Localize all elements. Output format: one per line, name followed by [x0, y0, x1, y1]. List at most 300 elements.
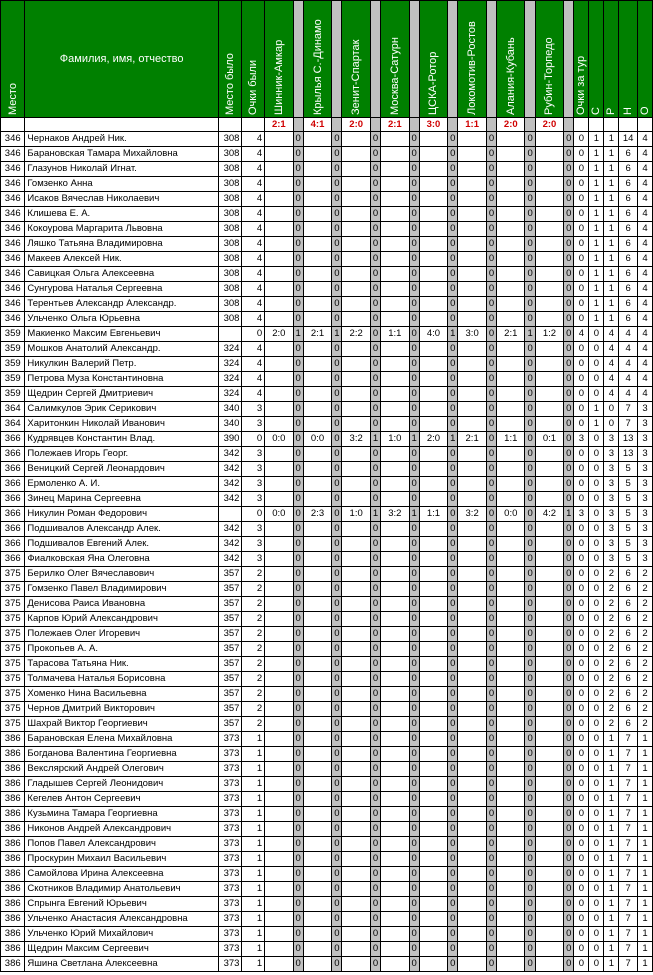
forecast-points-cell: 1	[448, 432, 458, 447]
place-before-cell: 308	[218, 192, 242, 207]
forecast-cell	[497, 522, 525, 537]
forecast-cell	[381, 732, 409, 747]
forecast-points-cell: 0	[409, 357, 419, 372]
forecast-points-cell: 0	[564, 357, 574, 372]
results-blank	[218, 118, 242, 132]
forecast-cell	[265, 282, 293, 297]
table-row	[1, 252, 653, 267]
forecast-cell	[419, 222, 447, 237]
forecast-points-cell: 0	[564, 612, 574, 627]
forecast-points-cell: 0	[448, 672, 458, 687]
forecast-points-cell: 0	[486, 957, 496, 972]
forecast-cell	[303, 147, 331, 162]
forecast-points-cell: 0	[370, 882, 380, 897]
table-row	[1, 237, 653, 252]
forecast-points-cell: 0	[448, 657, 458, 672]
forecast-points-cell: 0	[486, 417, 496, 432]
forecast-points-cell: 0	[486, 852, 496, 867]
stat-cell: 0	[574, 732, 589, 747]
stat-cell: 0	[574, 282, 589, 297]
forecast-cell	[265, 132, 293, 147]
forecast-points-cell: 0	[448, 852, 458, 867]
stat-cell: 6	[619, 627, 638, 642]
forecast-cell	[265, 822, 293, 837]
points-before-cell: 1	[242, 732, 265, 747]
forecast-cell	[535, 447, 563, 462]
forecast-points-cell: 0	[486, 642, 496, 657]
forecast-cell	[342, 867, 370, 882]
name-cell: Харитонкин Николай Иванович	[25, 417, 218, 432]
stat-cell: 5	[619, 492, 638, 507]
forecast-points-cell: 0	[486, 147, 496, 162]
stat-cell: 0	[574, 342, 589, 357]
forecast-points-cell: 0	[293, 522, 303, 537]
forecast-points-cell: 0	[370, 612, 380, 627]
forecast-points-cell: 0	[293, 627, 303, 642]
forecast-cell: 2:1	[303, 327, 331, 342]
stat-cell: 1	[604, 267, 619, 282]
forecast-points-cell: 0	[564, 267, 574, 282]
forecast-cell	[497, 612, 525, 627]
forecast-cell	[497, 822, 525, 837]
stat-cell: 4	[637, 222, 652, 237]
stat-cell: 7	[619, 417, 638, 432]
forecast-cell	[381, 192, 409, 207]
forecast-cell	[497, 747, 525, 762]
place-before-cell: 342	[218, 522, 242, 537]
forecast-cell	[535, 807, 563, 822]
place-before-cell: 373	[218, 792, 242, 807]
place-before-cell: 373	[218, 822, 242, 837]
stat-cell: 6	[619, 147, 638, 162]
forecast-points-cell: 0	[409, 177, 419, 192]
stat-cell: 0	[589, 612, 604, 627]
points-before-cell: 3	[242, 522, 265, 537]
forecast-points-cell: 0	[293, 447, 303, 462]
forecast-cell	[303, 732, 331, 747]
forecast-points-cell: 0	[293, 192, 303, 207]
place-before-cell: 373	[218, 897, 242, 912]
stat-cell: 1	[604, 867, 619, 882]
forecast-points-cell: 0	[525, 927, 535, 942]
forecast-cell	[265, 372, 293, 387]
forecast-cell	[265, 672, 293, 687]
forecast-cell	[419, 477, 447, 492]
table-row	[1, 837, 653, 852]
stat-cell: 0	[574, 207, 589, 222]
forecast-points-cell: 0	[486, 732, 496, 747]
forecast-points-cell: 0	[293, 537, 303, 552]
forecast-points-cell: 1	[370, 507, 380, 522]
forecast-cell	[535, 957, 563, 972]
header-points-round: Очки за тур	[574, 1, 589, 118]
forecast-cell	[303, 762, 331, 777]
forecast-points-cell: 0	[525, 597, 535, 612]
place-cell: 386	[1, 897, 25, 912]
forecast-points-cell: 0	[332, 942, 342, 957]
stat-cell: 0	[574, 852, 589, 867]
stat-cell: 6	[619, 672, 638, 687]
table-row	[1, 162, 653, 177]
forecast-points-cell: 0	[486, 567, 496, 582]
forecast-cell	[419, 162, 447, 177]
forecast-cell: 4:2	[535, 507, 563, 522]
forecast-points-cell: 0	[525, 897, 535, 912]
stat-cell: 0	[574, 372, 589, 387]
name-cell: Гомзенко Анна	[25, 177, 218, 192]
forecast-points-cell: 0	[409, 882, 419, 897]
forecast-cell	[381, 762, 409, 777]
forecast-cell	[303, 747, 331, 762]
forecast-cell	[303, 537, 331, 552]
forecast-cell	[535, 417, 563, 432]
forecast-cell	[458, 882, 486, 897]
forecast-cell	[381, 222, 409, 237]
table-row	[1, 927, 653, 942]
forecast-cell	[497, 762, 525, 777]
forecast-points-cell: 0	[564, 417, 574, 432]
stat-cell: 4	[604, 342, 619, 357]
stat-cell: 13	[619, 432, 638, 447]
place-before-cell: 308	[218, 177, 242, 192]
forecast-cell	[535, 597, 563, 612]
forecast-points-cell: 0	[332, 207, 342, 222]
forecast-points-cell: 0	[409, 942, 419, 957]
points-before-cell: 1	[242, 792, 265, 807]
forecast-cell	[303, 807, 331, 822]
forecast-points-cell: 0	[409, 147, 419, 162]
forecast-cell	[419, 492, 447, 507]
stat-cell: 3	[637, 522, 652, 537]
forecast-cell	[265, 762, 293, 777]
forecast-points-cell: 0	[486, 327, 496, 342]
forecast-points-cell: 0	[332, 717, 342, 732]
forecast-cell	[381, 147, 409, 162]
place-before-cell: 308	[218, 282, 242, 297]
participant-rows	[1, 132, 653, 972]
forecast-cell	[535, 687, 563, 702]
points-before-cell: 2	[242, 612, 265, 627]
name-cell: Прокопьев А. А.	[25, 642, 218, 657]
forecast-cell	[458, 717, 486, 732]
forecast-cell	[265, 912, 293, 927]
stat-cell: 3	[604, 552, 619, 567]
stat-cell: 0	[574, 777, 589, 792]
place-cell: 346	[1, 147, 25, 162]
forecast-points-cell: 0	[370, 837, 380, 852]
forecast-points-cell: 0	[448, 477, 458, 492]
forecast-cell	[265, 612, 293, 627]
forecast-cell: 4:0	[419, 327, 447, 342]
place-before-cell: 342	[218, 492, 242, 507]
header-match-1: Шинник-Амкар	[265, 1, 293, 118]
stat-cell: 1	[637, 867, 652, 882]
forecast-points-cell: 0	[332, 792, 342, 807]
place-cell: 386	[1, 732, 25, 747]
forecast-points-cell: 0	[564, 207, 574, 222]
stat-cell: 0	[574, 612, 589, 627]
forecast-cell	[458, 657, 486, 672]
stat-cell: 0	[589, 552, 604, 567]
place-before-cell: 308	[218, 312, 242, 327]
forecast-points-cell: 0	[448, 402, 458, 417]
header-n: Н	[619, 1, 638, 118]
forecast-cell	[497, 627, 525, 642]
stat-cell: 7	[619, 897, 638, 912]
forecast-cell	[265, 867, 293, 882]
stat-cell: 3	[604, 522, 619, 537]
stat-cell: 0	[604, 402, 619, 417]
name-cell: Тарасова Татьяна Ник.	[25, 657, 218, 672]
forecast-points-cell: 0	[293, 852, 303, 867]
forecast-points-cell: 0	[293, 882, 303, 897]
place-before-cell: 390	[218, 432, 242, 447]
header-match-6: Локомотив-Ростов	[458, 1, 486, 118]
forecast-points-cell: 0	[564, 252, 574, 267]
forecast-points-cell: 0	[448, 687, 458, 702]
forecast-points-cell: 0	[409, 537, 419, 552]
forecast-cell	[342, 522, 370, 537]
points-before-cell: 1	[242, 777, 265, 792]
forecast-points-cell: 0	[332, 912, 342, 927]
forecast-points-cell: 0	[332, 927, 342, 942]
stat-cell: 0	[589, 747, 604, 762]
forecast-points-cell: 0	[332, 552, 342, 567]
stat-cell: 7	[619, 777, 638, 792]
forecast-points-cell: 0	[448, 702, 458, 717]
stat-cell: 7	[619, 732, 638, 747]
header-gray-7	[525, 1, 535, 118]
forecast-points-cell: 0	[564, 222, 574, 237]
forecast-cell	[419, 627, 447, 642]
forecast-points-cell: 0	[564, 777, 574, 792]
forecast-points-cell: 0	[486, 252, 496, 267]
forecast-cell	[419, 762, 447, 777]
forecast-cell	[535, 912, 563, 927]
forecast-cell	[342, 882, 370, 897]
forecast-cell	[458, 162, 486, 177]
forecast-points-cell: 0	[448, 252, 458, 267]
stat-cell: 4	[637, 147, 652, 162]
forecast-points-cell: 0	[409, 222, 419, 237]
forecast-points-cell: 0	[332, 807, 342, 822]
forecast-points-cell: 0	[486, 717, 496, 732]
forecast-cell	[265, 537, 293, 552]
stat-cell: 0	[589, 777, 604, 792]
forecast-cell	[265, 837, 293, 852]
place-cell: 346	[1, 192, 25, 207]
forecast-cell	[342, 642, 370, 657]
forecast-cell	[342, 417, 370, 432]
forecast-cell: 3:2	[458, 507, 486, 522]
place-before-cell: 373	[218, 807, 242, 822]
forecast-cell	[497, 477, 525, 492]
forecast-points-cell: 0	[486, 552, 496, 567]
forecast-cell	[458, 462, 486, 477]
forecast-points-cell: 0	[332, 732, 342, 747]
forecast-points-cell: 0	[293, 147, 303, 162]
place-before-cell	[218, 327, 242, 342]
points-before-cell: 2	[242, 582, 265, 597]
table-row	[1, 612, 653, 627]
stat-cell: 4	[604, 372, 619, 387]
name-cell: Ульченко Юрий Михайлович	[25, 927, 218, 942]
forecast-points-cell: 0	[525, 747, 535, 762]
place-cell: 346	[1, 222, 25, 237]
forecast-points-cell: 0	[332, 372, 342, 387]
forecast-cell: 0:1	[535, 432, 563, 447]
forecast-points-cell: 0	[370, 147, 380, 162]
forecast-points-cell: 0	[486, 372, 496, 387]
forecast-points-cell: 0	[564, 282, 574, 297]
name-cell: Скотников Владимир Анатольевич	[25, 882, 218, 897]
match-result: 2:0	[497, 118, 525, 132]
place-before-cell: 342	[218, 477, 242, 492]
forecast-points-cell: 0	[564, 567, 574, 582]
forecast-cell	[342, 222, 370, 237]
forecast-points-cell: 0	[409, 402, 419, 417]
forecast-cell	[265, 882, 293, 897]
points-before-cell: 3	[242, 492, 265, 507]
forecast-points-cell: 0	[525, 732, 535, 747]
stat-cell: 1	[589, 252, 604, 267]
forecast-points-cell: 0	[409, 462, 419, 477]
points-before-cell: 1	[242, 762, 265, 777]
forecast-points-cell: 0	[448, 297, 458, 312]
forecast-points-cell: 0	[448, 552, 458, 567]
forecast-cell	[458, 897, 486, 912]
forecast-points-cell: 0	[370, 267, 380, 282]
forecast-cell	[265, 777, 293, 792]
forecast-points-cell: 0	[293, 612, 303, 627]
table-row	[1, 462, 653, 477]
points-before-cell: 1	[242, 747, 265, 762]
stat-cell: 3	[637, 507, 652, 522]
forecast-cell	[381, 447, 409, 462]
forecast-cell	[265, 942, 293, 957]
forecast-cell	[419, 657, 447, 672]
name-cell: Самойлова Ирина Алексеевна	[25, 867, 218, 882]
forecast-cell	[342, 177, 370, 192]
forecast-points-cell: 0	[564, 882, 574, 897]
stat-cell: 2	[637, 582, 652, 597]
forecast-cell: 2:1	[497, 327, 525, 342]
stat-cell: 0	[589, 372, 604, 387]
stat-cell: 0	[574, 717, 589, 732]
stat-cell: 0	[574, 792, 589, 807]
forecast-cell	[342, 282, 370, 297]
place-cell: 386	[1, 822, 25, 837]
forecast-points-cell: 0	[486, 687, 496, 702]
forecast-points-cell: 0	[564, 702, 574, 717]
stat-cell: 0	[589, 537, 604, 552]
name-cell: Никулин Роман Федорович	[25, 507, 218, 522]
forecast-cell	[342, 387, 370, 402]
stat-cell: 0	[574, 267, 589, 282]
forecast-points-cell: 0	[332, 762, 342, 777]
forecast-cell	[342, 477, 370, 492]
forecast-cell	[535, 147, 563, 162]
forecast-cell	[458, 372, 486, 387]
place-cell: 346	[1, 297, 25, 312]
name-cell: Хоменко Нина Васильевна	[25, 687, 218, 702]
stat-cell: 0	[589, 447, 604, 462]
forecast-points-cell: 0	[293, 777, 303, 792]
forecast-cell	[535, 777, 563, 792]
forecast-points-cell: 0	[293, 282, 303, 297]
forecast-cell	[458, 447, 486, 462]
points-before-cell: 4	[242, 162, 265, 177]
forecast-cell	[458, 807, 486, 822]
place-before-cell: 308	[218, 252, 242, 267]
forecast-cell	[303, 477, 331, 492]
name-cell: Берилко Олег Вячеславович	[25, 567, 218, 582]
forecast-points-cell: 0	[293, 492, 303, 507]
forecast-points-cell: 0	[293, 807, 303, 822]
place-cell: 386	[1, 762, 25, 777]
forecast-cell	[458, 792, 486, 807]
forecast-cell	[303, 162, 331, 177]
forecast-cell	[342, 762, 370, 777]
stat-cell: 6	[619, 297, 638, 312]
forecast-points-cell: 0	[370, 282, 380, 297]
forecast-cell	[265, 702, 293, 717]
forecast-points-cell: 0	[332, 837, 342, 852]
forecast-cell	[419, 237, 447, 252]
forecast-cell: 1:0	[381, 432, 409, 447]
stat-cell: 3	[637, 492, 652, 507]
forecast-points-cell: 0	[332, 852, 342, 867]
forecast-points-cell: 0	[564, 762, 574, 777]
name-cell: Петрова Муза Константиновна	[25, 372, 218, 387]
table-row	[1, 852, 653, 867]
forecast-cell	[303, 567, 331, 582]
forecast-points-cell: 0	[293, 387, 303, 402]
name-cell: Ульченко Ольга Юрьевна	[25, 312, 218, 327]
forecast-cell	[265, 567, 293, 582]
stat-cell: 3	[637, 552, 652, 567]
forecast-cell	[458, 957, 486, 972]
forecast-cell	[342, 657, 370, 672]
forecast-cell	[381, 282, 409, 297]
forecast-points-cell: 0	[293, 432, 303, 447]
forecast-cell	[419, 552, 447, 567]
forecast-points-cell: 0	[332, 342, 342, 357]
forecast-cell	[497, 207, 525, 222]
forecast-cell	[458, 927, 486, 942]
stat-cell: 7	[619, 747, 638, 762]
forecast-points-cell: 0	[486, 912, 496, 927]
forecast-points-cell: 0	[332, 252, 342, 267]
forecast-cell	[497, 252, 525, 267]
forecast-cell	[265, 852, 293, 867]
forecast-cell	[535, 387, 563, 402]
forecast-cell	[381, 162, 409, 177]
stat-cell: 1	[604, 237, 619, 252]
forecast-cell	[342, 897, 370, 912]
forecast-cell: 1:2	[535, 327, 563, 342]
forecast-points-cell: 0	[525, 942, 535, 957]
stat-cell: 3	[604, 462, 619, 477]
place-before-cell: 357	[218, 582, 242, 597]
forecast-points-cell: 0	[564, 807, 574, 822]
table-row	[1, 297, 653, 312]
stat-cell: 0	[589, 942, 604, 957]
forecast-points-cell: 0	[448, 177, 458, 192]
stat-cell: 0	[574, 702, 589, 717]
forecast-cell	[303, 612, 331, 627]
forecast-cell	[303, 192, 331, 207]
